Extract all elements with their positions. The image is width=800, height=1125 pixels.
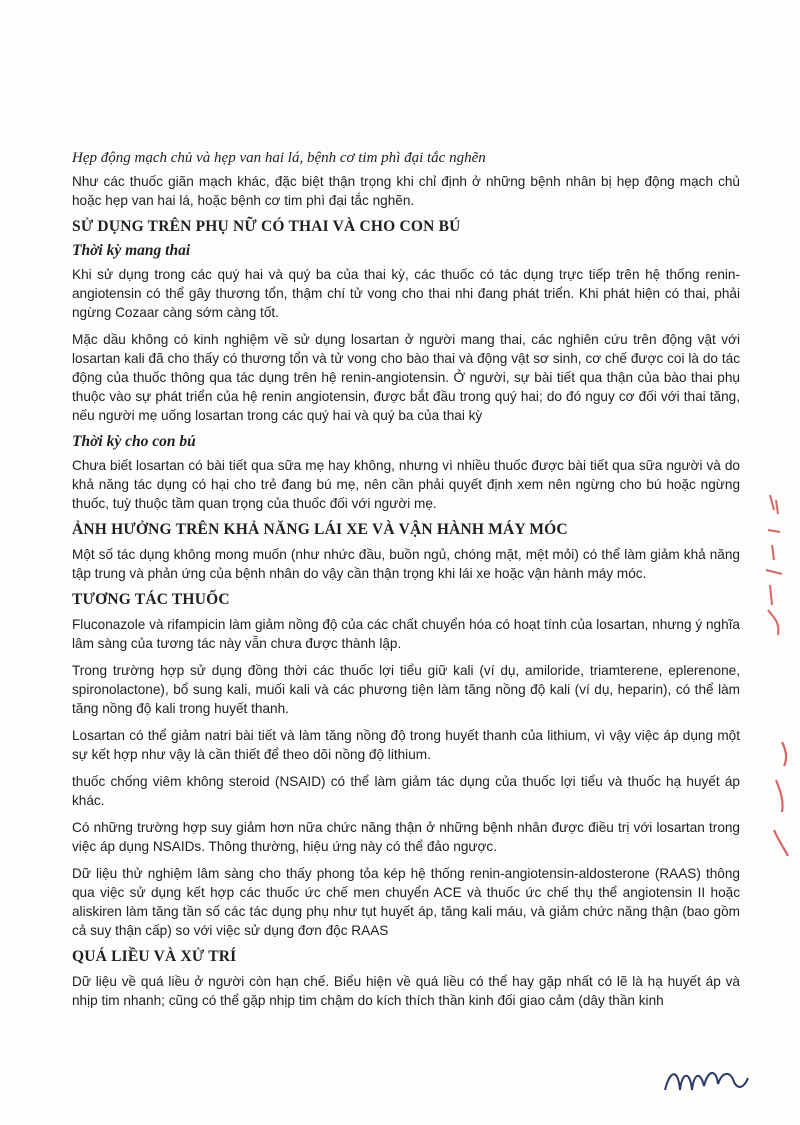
paragraph: Fluconazole và rifampicin làm giảm nồng độ của các chất chuyển hóa có hoạt tính của losartan, nhưng ý nghĩa lâm sàng của tương tác này vẫn chưa được thành lập. bbox=[72, 617, 740, 651]
paragraph: thuốc chống viêm không steroid (NSAID) có thể làm giảm tác dụng của thuốc lợi tiểu và thuốc hạ huyết áp khác. bbox=[72, 774, 740, 808]
subsection-title: Hẹp động mạch chủ và hẹp van hai lá, bệnh cơ tim phì đại tắc nghẽn bbox=[72, 150, 486, 166]
paragraph: Mặc dầu không có kinh nghiệm về sử dụng losartan ở người mang thai, các nghiên cứu trên động vật với losartan kali đã cho thấy có thương tổn và tử vong cho bào thai và động vật sơ sinh, cơ chế được coi là do tác động của thuốc thông qua tác dụng trên hệ renin-angiotensin. Ở người, sự bài tiết qua thận của bào thai phụ thuộc vào sự phát triển của hệ renin angiotensin, được bắt đầu trong quý hai; do đó nguy cơ đối với thai tăng, nếu người mẹ uống losartan trong các quý hai và quý ba của thai kỳ bbox=[72, 332, 740, 423]
paragraph: Chưa biết losartan có bài tiết qua sữa mẹ hay không, nhưng vì nhiều thuốc được bài tiết qua sữa người và do khả năng tác dụng có hại cho trẻ đang bú mẹ, nên cần phải quyết định xem nên ngừng cho bú hoặc ngừng thuốc, tuỳ thuộc tầm quan trọng của thuốc đối với người mẹ. bbox=[72, 458, 740, 511]
subsection-title: Thời kỳ mang thai bbox=[72, 242, 191, 259]
stamp-mark bbox=[768, 740, 796, 860]
section-heading: TƯƠNG TÁC THUỐC bbox=[72, 591, 230, 608]
paragraph: Như các thuốc giãn mạch khác, đặc biệt thận trọng khi chỉ định ở những bệnh nhân bị hẹp động mạch chủ hoặc hẹp van hai lá, hoặc bệnh cơ tim phì đại tắc nghẽn. bbox=[72, 174, 740, 208]
paragraph: Có những trường hợp suy giảm hơn nữa chức năng thận ở những bệnh nhân được điều trị với losartan trong việc áp dụng NSAIDs. Thông thường, hiệu ứng này có thể đảo ngược. bbox=[72, 820, 740, 854]
section-heading: SỬ DỤNG TRÊN PHỤ NỮ CÓ THAI VÀ CHO CON BÚ bbox=[72, 218, 461, 235]
paragraph: Losartan có thể giảm natri bài tiết và làm tăng nồng độ trong huyết thanh của lithium, vì vậy việc áp dụng một sự kết hợp như vậy là cần thiết để theo dõi nồng độ lithium. bbox=[72, 728, 740, 762]
paragraph: Trong trường hợp sử dụng đồng thời các thuốc lợi tiểu giữ kali (ví dụ, amiloride, triamterene, eplerenone, spironolactone), bổ sung kali, muối kali và các phương tiện làm tăng nồng độ kali (ví dụ, heparin), có thể làm tăng nồng độ kali trong huyết thanh. bbox=[72, 663, 740, 716]
signature-initials bbox=[660, 1060, 750, 1100]
paragraph: Dữ liệu về quá liều ở người còn hạn chế. Biểu hiện về quá liều có thể hay gặp nhất có lẽ là hạ huyết áp và nhịp tim nhanh; cũng có thể gặp nhịp tim chậm do kích thích thần kinh đối giao cảm (dây thần kinh bbox=[72, 974, 740, 1008]
stamp-mark bbox=[760, 490, 790, 640]
paragraph: Dữ liệu thử nghiệm lâm sàng cho thấy phong tỏa kép hệ thống renin-angiotensin-aldosterone (RAAS) thông qua việc sử dụng kết hợp các thuốc ức chế men chuyển ACE và thuốc ức chế thụ thể angiotensin II hoặc aliskiren làm tăng tần số các tác dụng phụ như tụt huyết áp, tăng kali máu, và giảm chức năng thận (bao gồm cả suy thận cấp) so với việc sử dụng đơn độc RAAS bbox=[72, 866, 740, 938]
subsection-title: Thời kỳ cho con bú bbox=[72, 433, 196, 450]
paragraph: Khi sử dụng trong các quý hai và quý ba của thai kỳ, các thuốc có tác dụng trực tiếp trên hệ thống renin-angiotensin có thể gây thương tổn, thậm chí tử vong cho thai nhi đang phát triển. Khi phát hiện có thai, phải ngừng Cozaar càng sớm càng tốt. bbox=[72, 267, 740, 320]
document-body bbox=[72, 150, 740, 1018]
section-heading: QUÁ LIỀU VÀ XỬ TRÍ bbox=[72, 948, 237, 965]
paragraph: Một số tác dụng không mong muốn (như nhức đầu, buồn ngủ, chóng mặt, mệt mỏi) có thể làm giảm khả năng tập trung và phản ứng của bệnh nhân do vậy cần thận trọng khi lái xe hoặc vận hành máy móc. bbox=[72, 547, 740, 581]
section-heading: ẢNH HƯỞNG TRÊN KHẢ NĂNG LÁI XE VÀ VẬN HÀNH MÁY MÓC bbox=[72, 521, 568, 538]
